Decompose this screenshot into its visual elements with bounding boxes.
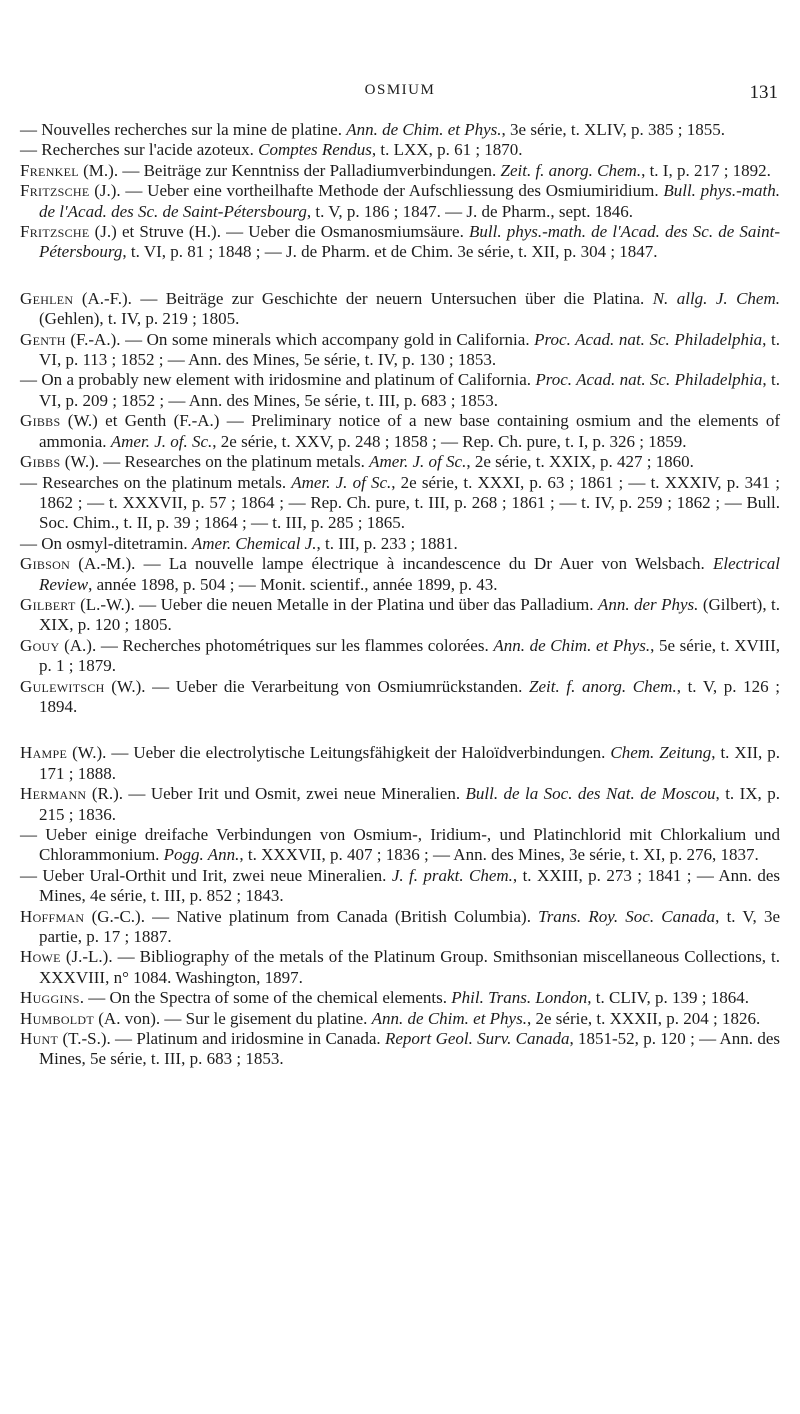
entry-reference: , t. XXXVII, p. 407 ; 1836 ; — Ann. des Mines, 3e série, t. XI, p. 276, 1837. — [239, 845, 759, 865]
entry-reference: , 2e série, t. XXV, p. 248 ; 1858 ; — Rep. Ch. pure, t. I, p. 326 ; 1859. — [212, 431, 687, 451]
section-gap — [20, 263, 780, 289]
entry-title: Nouvelles recherches sur la mine de platine. — [37, 120, 347, 139]
entry-author: Fritzsche — [20, 222, 90, 242]
bibliography-entry — [20, 595, 780, 636]
bibliography-entry — [20, 1009, 780, 1029]
bibliography-entry — [20, 1029, 780, 1070]
entry-title: (A.-F.). — Beiträge zur Geschichte der neuern Untersuchen über die Platina. — [73, 288, 653, 308]
entry-title: (J.) et Struve (H.). — Ueber die Osmanosmiumsäure. — [89, 222, 469, 242]
bibliography-entry — [20, 452, 780, 472]
entry-author: Frenkel — [20, 160, 79, 180]
entry-journal: Bull. phys.-math. de l'Acad. des Sc. de Saint-Pétersbourg — [39, 222, 780, 262]
entry-reference: , t. III, p. 233 ; 1881. — [316, 533, 458, 553]
entry-journal: Amer. J. of Sc. — [369, 452, 467, 472]
entry-author: Humboldt — [20, 1008, 95, 1028]
entry-title: On a probably new element with iridosmine and platinum of California. — [37, 370, 536, 390]
entry-author: Gehlen — [20, 288, 74, 308]
entry-title: (A. von). — Sur le gisement du platine. — [94, 1008, 372, 1028]
entry-author: Genth — [20, 329, 66, 349]
entry-reference: , année 1898, p. 504 ; — Monit. scientif., année 1899, p. 43. — [88, 574, 498, 594]
entry-author: Gilbert — [20, 594, 76, 614]
entry-reference: , t. VI, p. 209 ; 1852 ; — Ann. des Mines, 5e série, t. III, p. 683 ; 1853. — [39, 370, 780, 410]
entry-journal: Bull. de la Soc. des Nat. de Moscou — [465, 784, 716, 804]
bibliography-group — [20, 289, 780, 718]
entry-title: (T.-S.). — Platinum and iridosmine in Canada. — [58, 1029, 385, 1049]
bibliography-entry — [20, 677, 780, 718]
entry-title: Researches on the platinum metals. — [37, 472, 292, 492]
entry-title: . — On the Spectra of some of the chemical elements. — [79, 988, 452, 1008]
entry-dash: — — [20, 533, 37, 553]
entry-author: Hunt — [20, 1029, 59, 1049]
entry-reference: , t. V, p. 126 ; 1894. — [39, 676, 780, 716]
entry-journal: Zeit. f. anorg. Chem. — [500, 160, 642, 180]
entry-reference: , t. I, p. 217 ; 1892. — [641, 160, 771, 180]
section-gap — [20, 717, 780, 743]
bibliography-entry — [20, 636, 780, 677]
entry-title: (J.-L.). — Bibliography of the metals of the Platinum Group. Smithsonian miscellaneous Collections, t. XXXVIII, n° 1084. Washington, 1897. — [39, 947, 780, 987]
entry-journal: Ann. de Chim. et Phys. — [346, 120, 502, 139]
entry-journal: Ann. der Phys. — [597, 594, 699, 614]
entry-author: Howe — [20, 947, 61, 967]
entry-journal: Report Geol. Surv. Canada — [385, 1029, 570, 1049]
entry-journal: Zeit. f. anorg. Chem. — [529, 676, 677, 696]
entry-author: Hoffman — [20, 906, 85, 926]
entry-author: Gulewitsch — [20, 676, 105, 696]
entry-title: Recherches sur l'acide azoteux. — [37, 140, 259, 160]
entry-author: Hampe — [20, 743, 68, 763]
bibliography-entry — [20, 181, 780, 222]
entry-journal: Amer. J. of Sc. — [291, 472, 392, 492]
entry-dash: — — [20, 865, 37, 885]
entry-author: Hermann — [20, 784, 87, 804]
entry-reference: , t. VI, p. 81 ; 1848 ; — J. de Pharm. et de Chim. 3e série, t. XII, p. 304 ; 1847. — [122, 242, 658, 262]
entry-journal: J. f. prakt. Chem. — [391, 865, 513, 885]
bibliography-entry — [20, 222, 780, 263]
entry-reference: , 2e série, t. XXXI, p. 63 ; 1861 ; — t. XXXIV, p. 341 ; 1862 ; — t. XXXVII, p. 57 ; 1864 ; — Rep. Ch. pure, t. III, p. 268 ; 1861 ; — t. IV, p. 259 ; 1862 ; — Bull. Soc. Chim., t. II, p. 39 ; 1864 ; — t. III, p. 285 ; 1865. — [39, 472, 780, 533]
entry-title: (F.-A.). — On some minerals which accompany gold in California. — [65, 329, 535, 349]
entry-reference: , t. IX, p. 215 ; 1836. — [39, 784, 780, 824]
entry-journal: Proc. Acad. nat. Sc. Philadelphia — [535, 370, 763, 390]
entry-reference: , 2e série, t. XXXII, p. 204 ; 1826. — [526, 1008, 761, 1028]
bibliography-entry — [20, 554, 780, 595]
entry-title: Ueber einige dreifache Verbindungen von Osmium-, Iridium-, und Platinchlorid mit Chlorkalium und Chlorammonium. — [37, 825, 780, 865]
entry-author: Gibbs — [20, 411, 61, 431]
entry-reference: , t. XII, p. 171 ; 1888. — [39, 743, 781, 783]
entry-journal: Amer. Chemical J. — [191, 533, 317, 553]
bibliography-entry — [20, 120, 780, 140]
entry-journal: Ann. de Chim. et Phys. — [371, 1008, 527, 1028]
entry-title: (A.). — Recherches photométriques sur les flammes colorées. — [59, 635, 494, 655]
entry-dash: — — [20, 120, 37, 139]
entry-journal: Comptes Rendus — [258, 140, 372, 160]
entry-journal: Trans. Roy. Soc. Canada — [538, 906, 716, 926]
bibliography-entry — [20, 161, 780, 181]
bibliography-entry — [20, 289, 780, 330]
entry-title: (W.). — Researches on the platinum metals. — [60, 452, 370, 472]
entry-dash: — — [20, 472, 37, 492]
bibliography-group — [20, 743, 780, 1070]
page-number: 131 — [749, 82, 778, 103]
entry-journal: Pogg. Ann. — [163, 845, 240, 865]
bibliography-entry — [20, 866, 780, 907]
entry-reference: , t. LXX, p. 61 ; 1870. — [371, 140, 523, 160]
entry-reference: , 5e série, t. XVIII, p. 1 ; 1879. — [39, 635, 780, 676]
bibliography-entry — [20, 988, 780, 1008]
entry-reference: , t. V, p. 186 ; 1847. — J. de Pharm., sept. 1846. — [306, 201, 634, 221]
bibliography-entry — [20, 947, 780, 988]
entry-journal: Phil. Trans. London — [451, 988, 588, 1008]
entry-journal: Proc. Acad. nat. Sc. Philadelphia — [534, 329, 763, 349]
entry-journal: Bull. phys.-math. de l'Acad. des Sc. de Saint-Pétersbourg — [39, 181, 780, 221]
bibliography-entry — [20, 743, 780, 784]
entry-reference: , t. VI, p. 113 ; 1852 ; — Ann. des Mines, 5e série, t. IV, p. 130 ; 1853. — [39, 329, 780, 370]
entry-reference: , 3e série, t. XLIV, p. 385 ; 1855. — [501, 120, 726, 139]
entry-journal: Chem. Zeitung — [610, 743, 712, 763]
running-header — [20, 82, 780, 106]
bibliography-entry — [20, 825, 780, 866]
bibliography-entry — [20, 907, 780, 948]
entry-reference: (Gilbert), t. XIX, p. 120 ; 1805. — [39, 594, 781, 635]
entry-journal: N. allg. J. Chem. — [652, 288, 780, 308]
bibliography-entry — [20, 370, 780, 411]
entry-title: (M.). — Beiträge zur Kenntniss der Palladiumverbindungen. — [78, 160, 501, 180]
bibliography-entry — [20, 473, 780, 534]
bibliography-entry — [20, 411, 780, 452]
bibliography-entry — [20, 784, 780, 825]
entry-author: Gibbs — [20, 452, 61, 472]
entry-reference: , t. CLIV, p. 139 ; 1864. — [587, 988, 749, 1008]
entry-dash: — — [20, 140, 37, 160]
entry-title: (A.-M.). — La nouvelle lampe électrique à incandescence du Dr Auer von Welsbach. — [70, 554, 713, 574]
entry-reference: , 1851-52, p. 120 ; — Ann. des Mines, 5e série, t. III, p. 683 ; 1853. — [39, 1029, 780, 1069]
bibliography-group — [20, 120, 780, 263]
entry-title: (L.-W.). — Ueber die neuen Metalle in der Platina und über das Palladium. — [75, 594, 598, 614]
bibliography-entry — [20, 140, 780, 160]
running-title: OSMIUM — [364, 82, 436, 98]
entry-title: (G.-C.). — Native platinum from Canada (British Columbia). — [84, 906, 539, 926]
entry-reference: , t. XXIII, p. 273 ; 1841 ; — Ann. des Mines, 4e série, t. III, p. 852 ; 1843. — [39, 865, 780, 906]
bibliography-list — [20, 120, 780, 1070]
entry-title: (R.). — Ueber Irit und Osmit, zwei neue Mineralien. — [86, 784, 466, 804]
entry-journal: Amer. J. of. Sc. — [110, 431, 213, 451]
entry-reference: , t. V, 3e partie, p. 17 ; 1887. — [39, 906, 780, 947]
entry-title: (J.). — Ueber eine vortheilhafte Methode der Aufschliessung des Osmiumiridium. — [89, 181, 664, 201]
entry-journal: Electrical Review — [39, 554, 780, 594]
entry-author: Huggins — [20, 988, 80, 1008]
entry-title: (W.). — Ueber die Verarbeitung von Osmiumrückstanden. — [104, 676, 530, 696]
entry-author: Fritzsche — [20, 181, 90, 201]
entry-author: Gouy — [20, 635, 60, 655]
entry-title: On osmyl-ditetramin. — [37, 533, 192, 553]
entry-title: (W.). — Ueber die electrolytische Leitungsfähigkeit der Haloïdverbindungen. — [67, 743, 611, 763]
entry-title: Ueber Ural-Orthit und Irit, zwei neue Mineralien. — [37, 865, 392, 885]
entry-author: Gibson — [20, 554, 71, 574]
entry-journal: Ann. de Chim. et Phys. — [493, 635, 651, 655]
entry-dash: — — [20, 825, 37, 844]
bibliography-entry — [20, 330, 780, 371]
bibliography-entry — [20, 534, 780, 554]
entry-reference: (Gehlen), t. IV, p. 219 ; 1805. — [39, 309, 240, 329]
entry-dash: — — [20, 370, 37, 390]
entry-reference: , 2e série, t. XXIX, p. 427 ; 1860. — [466, 452, 694, 472]
entry-title: (W.) et Genth (F.-A.) — Preliminary notice of a new base containing osmium and the elements of ammonia. — [39, 411, 780, 451]
